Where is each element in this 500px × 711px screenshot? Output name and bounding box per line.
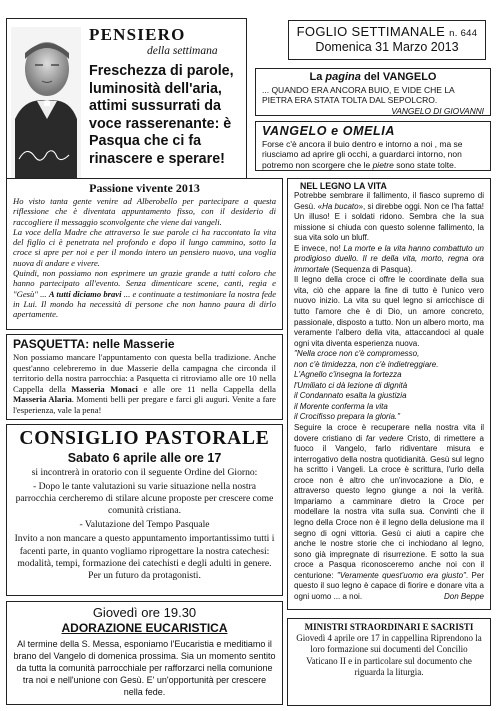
ministri-title: MINISTRI STRAORDINARI E SACRISTI xyxy=(304,622,474,632)
adorazione-title: ADORAZIONE EUCARISTICA xyxy=(61,621,228,635)
pasquetta-title: PASQUETTA: nelle Masserie xyxy=(13,337,175,351)
priest-portrait xyxy=(11,27,81,185)
ministri-text: Giovedì 4 aprile ore 17 in cappellina Riprendono la loro formazione sui documenti del Concilio Vaticano II e in particolare sul documento che riguarda la liturgia. xyxy=(296,633,482,678)
pensiero-box xyxy=(6,18,247,190)
pensiero-subtitle: della settimana xyxy=(147,45,218,57)
pagina-text: ... QUANDO ERA ANCORA BUIO, E VIDE CHE LA PIETRA ERA STATA TOLTA DAL SEPOLCRO. xyxy=(262,85,455,106)
consiglio-line4: Invito a non mancare a questo appuntamento importantissimo tutti i facenti parte, in quanto vogliamo riprogettare la nostra catechesi: modalità, tempi, formazione dei catechisti e degli adulti in genere. Per un futuro da protagonisti. xyxy=(14,533,275,581)
poem-line: non c'è timidezza, non c'è indietreggiare. xyxy=(294,359,439,369)
passione-title: Passione vivente 2013 xyxy=(89,181,200,195)
pagina-source: VANGELO DI GIOVANNI xyxy=(391,105,484,116)
legno-p3: Il legno della croce ci offre le coordinate della sua vita, ciò che appare la fine di tutto è l'unico vero nuovo inizio. La vita su quel legno si arricchisce di tutto l'amore che è di Dio, un amore concreto, passionale, disposto a tutto. Non un albero morto, ma veramente l'albero della vita, attaccandoci al quale ogni vita diventa esperienza nuova. xyxy=(294,275,484,348)
foglio-number: n. 644 xyxy=(449,28,478,39)
pagina-title: La pagina del VANGELO xyxy=(309,71,437,83)
poem-line: il Morente conferma la vita xyxy=(294,401,388,411)
omelia-text: Forse c'è ancora il buio dentro e intorno a noi , ma se riusciamo ad aprire gli occhi, a guardarci intorno, non potremo non scorgere che le pietre sono state tolte. xyxy=(262,139,463,170)
foglio-header xyxy=(288,20,486,60)
passione-box xyxy=(6,178,283,330)
adorazione-time: Giovedì ore 19.30 xyxy=(92,605,197,620)
consiglio-line2: - Dopo le tante valutazioni su varie situazione nella nostra parrocchia cercheremo di stilare alcune proposte per crescere come comunità cristiana. xyxy=(15,481,274,517)
poem-line: il Crocifisso prepara la gloria." xyxy=(294,412,400,422)
legno-box xyxy=(287,178,491,610)
foglio-title: FOGLIO SETTIMANALE xyxy=(296,24,446,39)
legno-title: NEL LEGNO LA VITA xyxy=(300,181,387,191)
omelia-box xyxy=(255,121,491,171)
passione-p2: La voce della Madre che attraverso le sue parole ci ha raccontato la vita del figlio ci è penetrata nel profondo e dopo il lungo cammino, sotto la croce si apre per noi e per il mondo intero un pensiero nuovo, una voglia nuova di andare e vivere. xyxy=(13,226,276,268)
passione-p3: Quindi, non possiamo non esprimere un grazie grande a tutti coloro che hanno partecipato all'evento. Senza dimenticare scene, canti, regia e "Gesù" ... A tutti diciamo bravi ... e continuate a testimoniare la nostra fede in Lui. Il mondo ha necessità di persone che non hanno paura di dirlo apertamente. xyxy=(13,268,277,320)
legno-p2: E invece, no! La morte e la vita hanno combattuto un prodigioso duello. Il re della vita, morto, regna ora immortale (Sequenza di Pasqua). xyxy=(294,243,484,274)
legno-signature: Don Beppe xyxy=(443,591,484,601)
pagina-vangelo-box xyxy=(255,68,491,116)
pensiero-title: PENSIERO xyxy=(89,25,186,44)
foglio-date: Domenica 31 Marzo 2013 xyxy=(315,40,459,54)
pasquetta-box xyxy=(6,334,283,420)
poem-line: L'Agnello c'insegna la fortezza xyxy=(294,370,402,380)
consiglio-line3: - Valutazione del Tempo Pasquale xyxy=(79,519,210,531)
poem-line: "Nella croce non c'è compromesso, xyxy=(294,349,420,359)
pensiero-text: Freschezza di parole, luminosità dell'aria, attimi sussurrati da voce rasserenante: è Pasqua che ci fa rinascere e sperare! xyxy=(89,63,234,167)
legno-poem xyxy=(294,349,484,423)
consiglio-box xyxy=(6,424,283,596)
poem-line: il Condannato esalta la giustizia xyxy=(294,391,407,401)
consiglio-title: CONSIGLIO PASTORALE xyxy=(19,428,270,449)
adorazione-box xyxy=(6,601,283,705)
consiglio-subtitle: Sabato 6 aprile alle ore 17 xyxy=(67,451,222,465)
legno-p4: Seguire la croce è recuperare nella nostra vita il dovere cristiano di far vedere Cristo, di rimettere a fuoco il Vangelo, farlo ridiventare misura e interrogativo della nostra quotidianità. Gesù sul legno ha scritto i Vangeli. La croce è scrittura, l'urlo della croce non è altro che un'invocazione a Dio, e attraverso questo legno giunge a noi la verità. Impariamo a camminare dietro la Croce per modellare la nostra vita sulla sua. Convinti che il legno della Croce non è il legno della delusione ma il segno di ogni vittoria. Gesù ci aiuti a capire che anche le nostre storie che ci inchiodano al legno, sono già impregnate di risurrezione. E sotto la sua croce a Pasqua riconosceremo anche noi con il centurione: "Veramente quest'uomo era giusto". Per questo il suo legno è capace di fiorire e donare vita a ogni uomo ... a noi. Don Beppe xyxy=(294,423,484,601)
consiglio-line1: si incontrerà in oratorio con il seguente Ordine del Giorno: xyxy=(31,467,258,478)
ministri-box xyxy=(287,618,491,706)
pasquetta-text: Non possiamo mancare l'appuntamento con questa bella tradizione. Anche quest'anno celebreremo in due Masserie della campagna che circonda il territorio della nostra parrocchia: a Pasquetta ci ritroviamo alle ore 10 nella Cappella della Masseria Monaci e alle ore 11 nella Cappella della Masseria Alaria. Momenti belli per pregare e farci gli auguri. Venite a fare l'esperienza, vale la pena! xyxy=(13,352,276,415)
adorazione-text: Al termine della S. Messa, esponiamo l'Eucaristia e meditiamo il brano del Vangelo di domenica prossima. Sia un momento sentito da tutta la comunità parrocchiale per rafforzarci nella comunione tra noi e nell'unione con Gesù. E' un'opportunità per crescere nella fede. xyxy=(13,639,276,697)
legno-p1: Potrebbe sembrare il fallimento, il fiasco supremo di Gesù. «Ha bucato», si direbbe oggi. Non ce l'ha fatta! Un illuso! E i soldati ridono. Sembra che la sua missione si chiuda con questo solenne fallimento, la sua vita solo un bluff. xyxy=(294,191,485,243)
passione-p1: Ho visto tanta gente venire ad Alberobello per partecipare a questa riflessione che è diventata appuntamento fisso, con il desiderio di raccogliere il messaggio sconvolgente che viene dai vangeli. xyxy=(13,196,276,227)
poem-line: l'Umiliato ci dà lezione di dignità xyxy=(294,380,408,390)
omelia-title: VANGELO e OMELIA xyxy=(262,124,395,138)
